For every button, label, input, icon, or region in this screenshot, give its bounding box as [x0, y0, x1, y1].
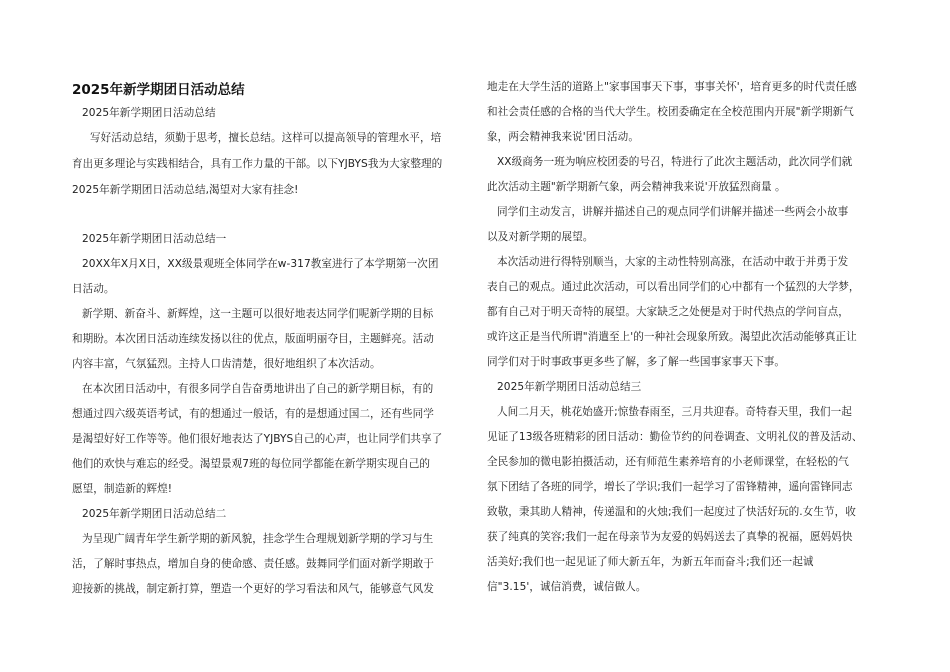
- text-line: 见证了13级各班精彩的团日活动：勤俭节约的问卷调查、文明礼仪的普及活动、: [487, 431, 863, 443]
- text-line: 想通过四六级英语考试，有的想通过一般话，有的是想通过国二，还有些同学: [72, 408, 434, 420]
- text-line: 2025年新学期团日活动总结: [82, 107, 216, 119]
- text-line: 在本次团日活动中，有很多同学自告奋勇地讲出了自己的新学期目标，有的: [82, 383, 434, 395]
- text-line: 新学期、新奋斗、新辉煌，这一主题可以很好地表达同学们呢新学期的目标: [82, 308, 434, 320]
- text-line: 获了纯真的笑容;我们一起在母亲节为友爱的妈妈送去了真挚的祝福，愿妈妈快: [487, 531, 853, 543]
- document-title: 2025年新学期团日活动总结: [72, 82, 245, 98]
- text-line: XX级商务一班为响应校团委的号召，特进行了此次主题活动，此次同学们就: [497, 156, 853, 168]
- text-line: 或许这正是当代所谓"消遣至上'的一种社会现象所致。渴望此次活动能够真正让: [487, 331, 857, 343]
- text-line: 人间二月天，桃花始盛开;惊蛰春雨至，三月共迎春。奇特春天里，我们一起: [497, 406, 852, 418]
- text-line: 活美好;我们也一起见证了师大新五年，为新五年而奋斗;我们还一起诚: [487, 556, 814, 568]
- text-line: 致敬，秉其助人精神，传递温和的火烛;我们一起度过了快活好玩的.女生节，收: [487, 506, 856, 518]
- text-line: 地走在大学生活的道路上"家事国事天下事，事事关怀'，培育更多的时代责任感: [487, 81, 857, 93]
- text-line: 他们的欢快与难忘的经受。渴望景观7班的每位同学都能在新学期实现自己的: [72, 458, 431, 470]
- text-line: 育出更多理论与实践相结合，具有工作力量的干部。以下YJBYS我为大家整理的: [72, 158, 443, 170]
- text-line: 2025年新学期团日活动总结一: [82, 233, 227, 245]
- text-line: 同学们对于时事政事更多些了解，多了解一些国事家事天下事。: [487, 356, 786, 368]
- text-line: 象，两会精神我来说'团日活动。: [487, 131, 639, 143]
- text-line: 信"3.15'，诚信消费，诚信做人。: [487, 581, 647, 593]
- text-line: 20XX年X月X日，XX级景观班全体同学在w-317教室进行了本学期第一次团: [82, 258, 439, 270]
- text-line: 日活动。: [72, 283, 115, 295]
- text-line: 以及对新学期的展望。: [487, 231, 594, 243]
- text-line: 2025年新学期团日活动总结二: [82, 508, 227, 520]
- text-line: 和期盼。本次团日活动连续发扬以往的优点，版面明丽夺目，主题鲜亮。活动: [72, 333, 434, 345]
- text-line: 和社会责任感的合格的当代大学生。校团委确定在全校范围内开展"新学期新气: [487, 106, 854, 118]
- text-line: 全民参加的微电影拍摄活动，还有师范生素养培育的小老师课堂，在轻松的气: [487, 456, 849, 468]
- text-line: 氛下团结了各班的同学，增长了学识;我们一起学习了雷锋精神，遥向雷锋同志: [487, 481, 853, 493]
- text-line: 都有自己对于明天奇特的展望。大家缺乏之处便是对于时代热点的学问盲点，: [487, 306, 849, 318]
- text-line: 内容丰富，气氛猛烈。主持人口齿清楚，很好地组织了本次活动。: [72, 358, 381, 370]
- text-line: 迎接新的挑战，制定新打算，塑造一个更好的学习看法和风气，能够意气风发: [72, 583, 434, 595]
- text-line: 表自己的观点。通过此次活动，可以看出同学们的心中都有一个猛烈的大学梦，: [487, 281, 860, 293]
- text-line: 同学们主动发言，讲解并描述自己的观点同学们讲解并描述一些两会小故事: [497, 206, 849, 218]
- text-line: 2025年新学期团日活动总结,渴望对大家有挂念!: [72, 184, 299, 196]
- text-line: 此次活动主题"新学期新气象，两会精神我来说'开放猛烈商量 。: [487, 181, 786, 193]
- text-line: 本次活动进行得特别顺当，大家的主动性特别高涨，在活动中敢于并勇于发: [497, 256, 849, 268]
- text-line: 活，了解时事热点，增加自身的使命感、责任感。鼓舞同学们面对新学期敢于: [72, 558, 434, 570]
- text-line: 为呈现广阔青年学生新学期的新风貌，挂念学生合理规划新学期的学习与生: [82, 533, 434, 545]
- text-line: 写好活动总结，须勤于思考，擅长总结。这样可以提高领导的管理水平，培: [90, 132, 442, 144]
- text-line: 愿望，制造新的辉煌!: [72, 483, 173, 495]
- text-line: 是渴望好好工作等等。他们很好地表达了YJBYS自己的心声，也让同学们共享了: [72, 433, 443, 445]
- text-line: 2025年新学期团日活动总结三: [497, 381, 642, 393]
